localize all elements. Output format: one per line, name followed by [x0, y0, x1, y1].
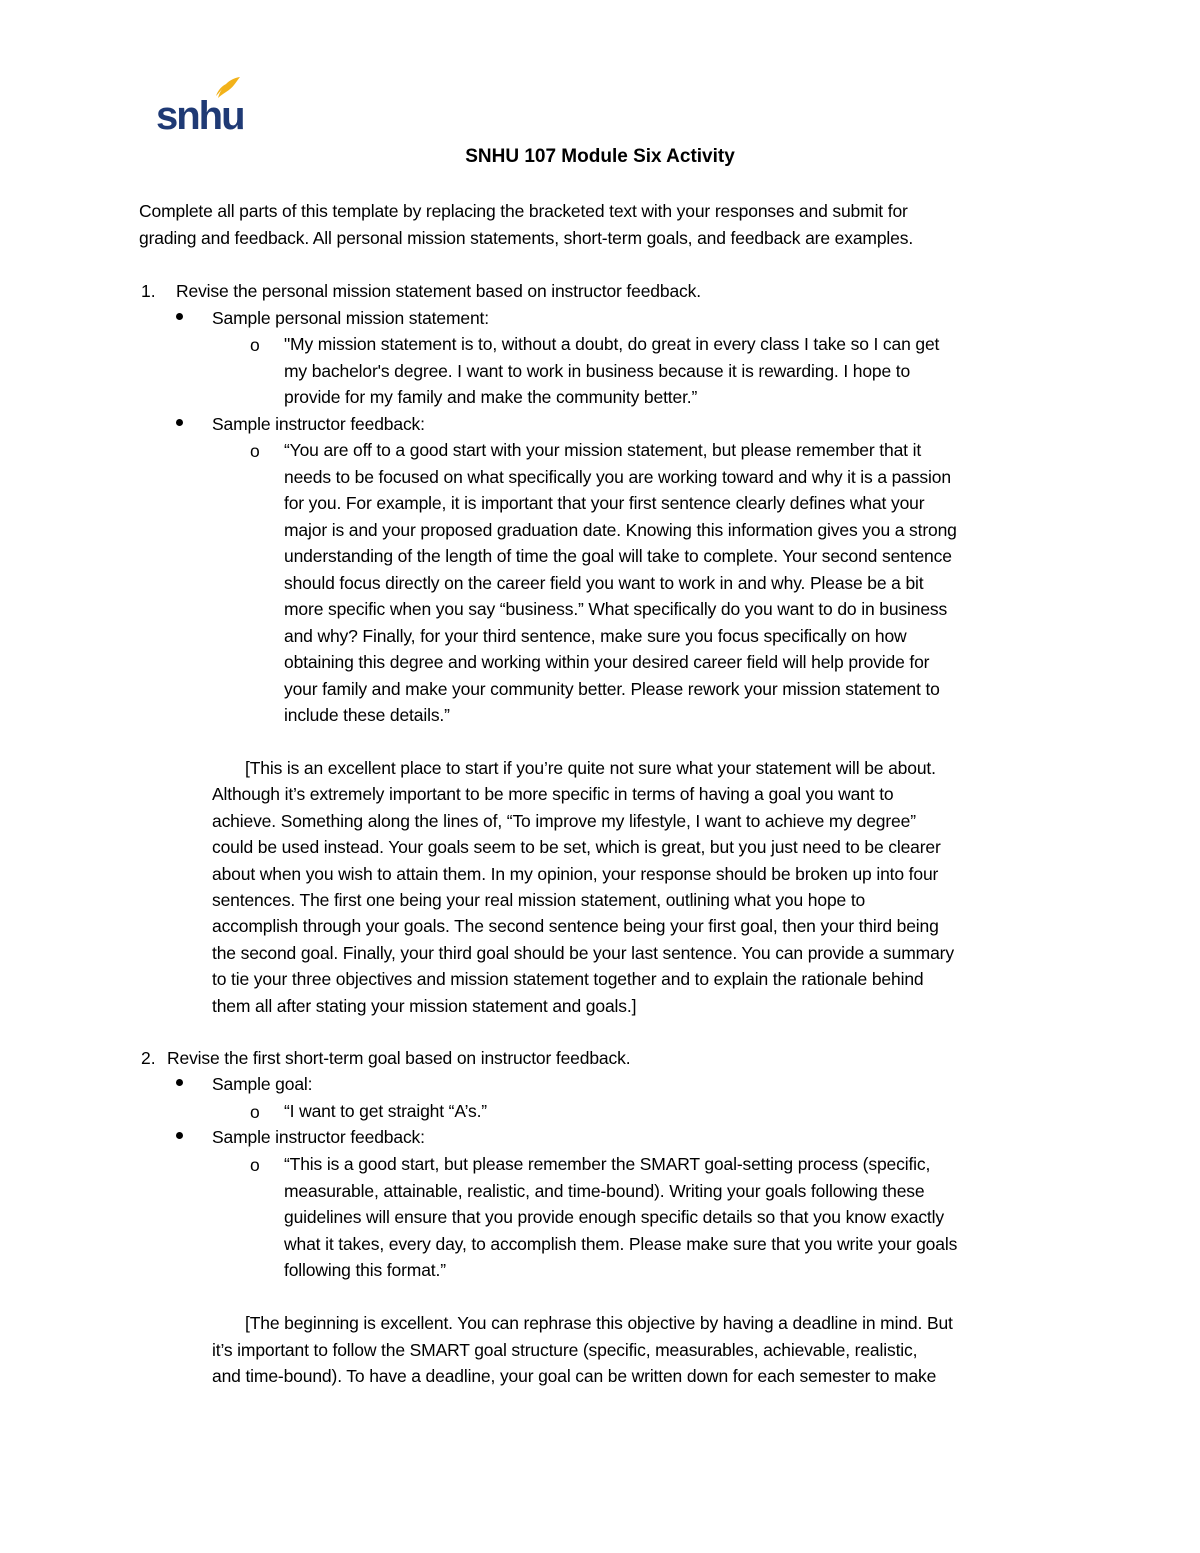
document-title: SNHU 107 Module Six Activity [465, 146, 735, 167]
feedback-line: “You are off to a good start with your mission statement, but please remember that it [284, 440, 922, 460]
response-line: the second goal. Finally, your third goal should be your last sentence. You can provide a summary [212, 943, 954, 963]
feedback-line: needs to be focused on what specifically you are working toward and why it is a passion [284, 467, 951, 487]
sample-mission-line: provide for my family and make the community better.” [284, 387, 698, 407]
feedback-line: more specific when you say “business.” What specifically do you want to do in business [284, 599, 948, 619]
response-line: it’s important to follow the SMART goal structure (specific, measurables, achievable, realistic, [212, 1340, 918, 1360]
sub-bullet-icon: o [250, 1155, 260, 1175]
response-line: sentences. The first one being your real mission statement, outlining what you hope to [212, 890, 866, 910]
feedback-line: guidelines will ensure that you provide enough specific details so that you know exactly [284, 1207, 944, 1227]
sample-mission-line: my bachelor's degree. I want to work in business because it is rewarding. I hope to [284, 361, 911, 381]
sample-mission-line: "My mission statement is to, without a doubt, do great in every class I take so I can get [284, 334, 940, 354]
sub-bullet-icon: o [250, 441, 260, 461]
feedback-line: measurable, attainable, realistic, and time-bound). Writing your goals following these [284, 1181, 925, 1201]
response-line: [The beginning is excellent. You can rephrase this objective by having a deadline in mind. But [245, 1313, 953, 1333]
instructor-feedback-label: Sample instructor feedback: [212, 414, 425, 434]
sub-bullet-icon: o [250, 1102, 260, 1122]
bullet-icon [176, 1132, 183, 1139]
feedback-line: should focus directly on the career field you want to work in and why. Please be a bit [284, 573, 924, 593]
response-line: [This is an excellent place to start if you’re quite not sure what your statement will be about. [245, 758, 936, 778]
logo-text: snhu [156, 94, 244, 134]
intro-line: grading and feedback. All personal mission statements, short-term goals, and feedback are examples. [139, 228, 914, 248]
feedback-line: “This is a good start, but please remember the SMART goal-setting process (specific, [284, 1154, 931, 1174]
sub-bullet-icon: o [250, 335, 260, 355]
intro-line: Complete all parts of this template by replacing the bracketed text with your responses and submit for [139, 201, 908, 221]
sample-mission-label: Sample personal mission statement: [212, 308, 489, 328]
response-line: accomplish through your goals. The second sentence being your first goal, then your third being [212, 916, 939, 936]
feedback-line: understanding of the length of time the goal will take to complete. Your second sentence [284, 546, 952, 566]
response-line: Although it’s extremely important to be more specific in terms of having a goal you want to [212, 784, 894, 804]
feedback-line: what it takes, every day, to accomplish them. Please make sure that you write your goals [284, 1234, 958, 1254]
instructor-feedback-label: Sample instructor feedback: [212, 1127, 425, 1147]
bullet-icon [176, 313, 183, 320]
bullet-icon [176, 1079, 183, 1086]
bullet-icon [176, 419, 183, 426]
sample-goal-line: “I want to get straight “A’s.” [284, 1101, 487, 1121]
feedback-line: major is and your proposed graduation date. Knowing this information gives you a strong [284, 520, 957, 540]
section-2-heading: Revise the first short-term goal based on instructor feedback. [167, 1048, 631, 1068]
section-1-number: 1. [141, 281, 156, 301]
sample-goal-label: Sample goal: [212, 1074, 313, 1094]
response-line: about when you wish to attain them. In my opinion, your response should be broken up into four [212, 864, 939, 884]
feedback-line: for you. For example, it is important that your first sentence clearly defines what your [284, 493, 925, 513]
feedback-line: include these details.” [284, 705, 450, 725]
response-line: to tie your three objectives and mission statement together and to explain the rationale behind [212, 969, 924, 989]
feedback-line: following this format.” [284, 1260, 446, 1280]
feedback-line: your family and make your community better. Please rework your mission statement to [284, 679, 940, 699]
response-line: achieve. Something along the lines of, “To improve my lifestyle, I want to achieve my degree” [212, 811, 916, 831]
response-line: and time-bound). To have a deadline, your goal can be written down for each semester to make [212, 1366, 937, 1386]
response-line: could be used instead. Your goals seem to be set, which is great, but you just need to be clearer [212, 837, 941, 857]
response-line: them all after stating your mission statement and goals.] [212, 996, 637, 1016]
section-2-number: 2. [141, 1048, 156, 1068]
feedback-line: obtaining this degree and working within your desired career field will help provide for [284, 652, 930, 672]
section-1-heading: Revise the personal mission statement based on instructor feedback. [176, 281, 701, 301]
feedback-line: and why? Finally, for your third sentence, make sure you focus specifically on how [284, 626, 907, 646]
snhu-logo [156, 74, 246, 134]
